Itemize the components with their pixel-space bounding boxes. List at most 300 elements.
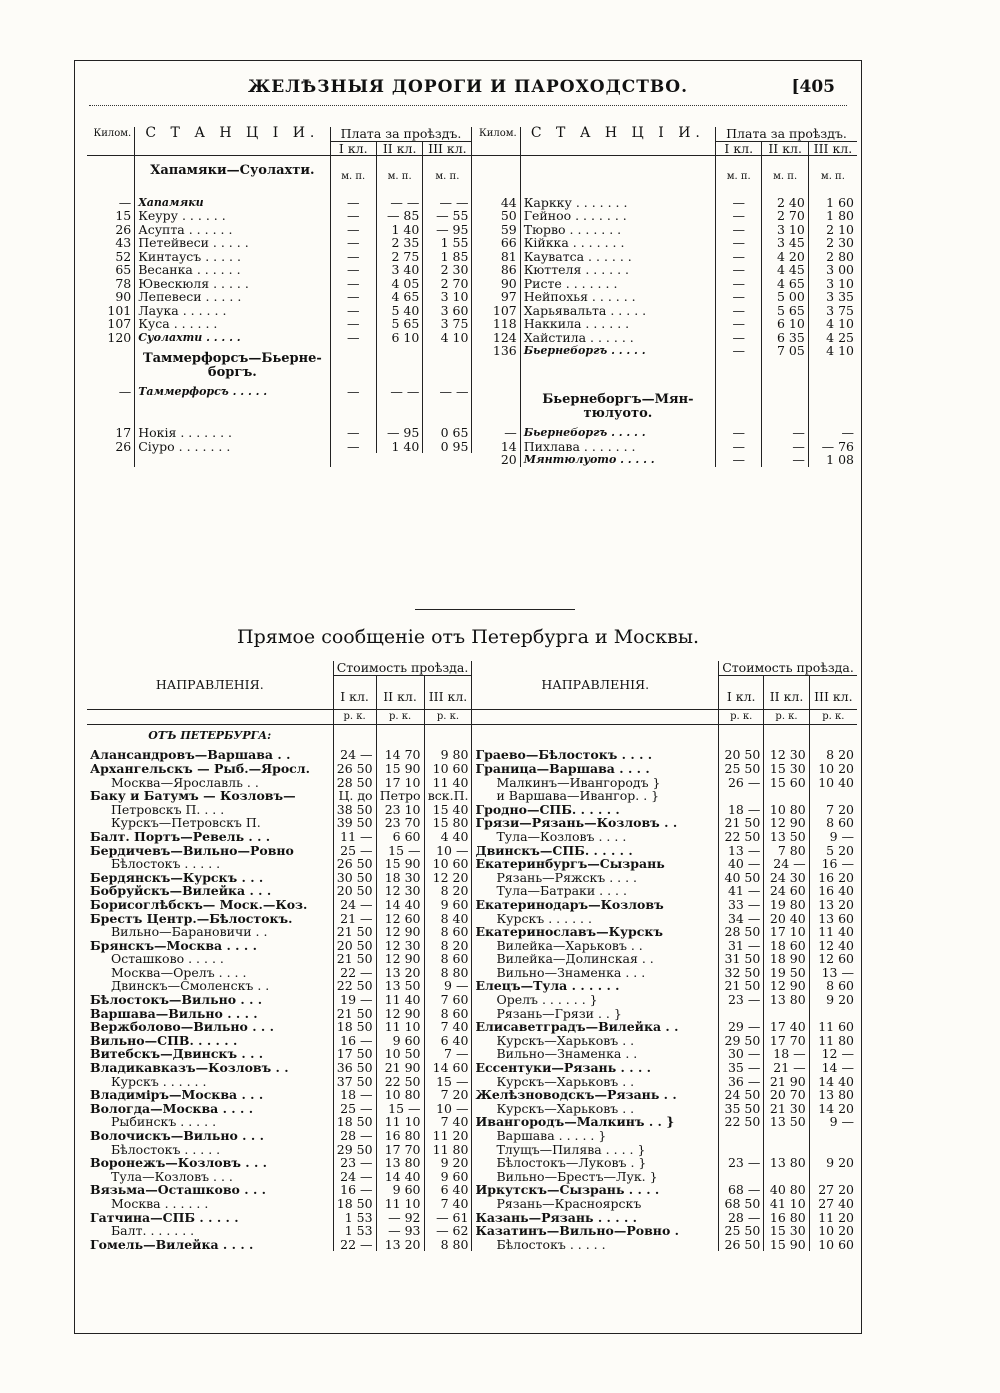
cost-cell: 12 20 (424, 871, 472, 885)
cost-cell: 9 20 (826, 1155, 854, 1171)
direction-cell: Курскъ—Харьковъ . . (472, 1102, 719, 1116)
cost-cell: 23 — (333, 1156, 376, 1170)
cost-cell: 8 60 (424, 952, 472, 966)
cost-cell: 25 50 (719, 1224, 764, 1238)
from-petersburg-heading: ОТЪ ПЕТЕРБУРГА: (87, 724, 333, 748)
table-row (87, 1007, 857, 1021)
cost-cell: 23 — (719, 993, 764, 1007)
cost-cell: 28 50 (719, 925, 764, 939)
table-row (87, 1034, 857, 1048)
fare-cell: — (330, 440, 376, 454)
cost-cell: 29 50 (719, 1034, 764, 1048)
cost-cell: 13 50 (764, 1115, 809, 1129)
fare-cell: — 95 (376, 426, 422, 440)
km-cell (472, 156, 520, 196)
page-header-title: ЖЕЛѢЗНЫЯ ДОРОГИ И ПАРОХОДСТВО. (247, 77, 689, 97)
cost-cell: 28 — (333, 1129, 376, 1143)
cost-cell: 28 50 (333, 776, 376, 790)
cost-cell (809, 1129, 857, 1143)
station-fare-body (87, 156, 857, 467)
direction-cell: Вильно—Знаменка . . . (472, 966, 719, 980)
cost-cell: 22 50 (719, 1115, 764, 1129)
direction-cell: Гродно—СПБ. . . . . . (472, 803, 719, 817)
fare-cell: 4 45 (762, 263, 808, 277)
station-name: Нейпохья . . . . . . (520, 290, 715, 304)
cost-cell (424, 724, 472, 748)
table-row (87, 453, 857, 467)
cost-cell: 27 20 (818, 1182, 854, 1198)
route-heading: Хапамяки—Суолахти. (135, 156, 330, 196)
table-row (87, 912, 857, 926)
cost-cell: 14 40 (376, 898, 424, 912)
cost-cell: 12 60 (376, 912, 424, 926)
fare-cell: 3 45 (762, 236, 808, 250)
cost-cell: 27 40 (818, 1195, 854, 1211)
fare-cell: — (716, 344, 762, 385)
units-cell: м. п. (423, 156, 472, 196)
cost-cell: 9 20 (826, 992, 854, 1008)
cost-cell: 9 20 (424, 1156, 472, 1170)
table-row (87, 1211, 857, 1225)
fare-cell: — (716, 453, 762, 467)
cost-cell (809, 1170, 857, 1184)
km-cell: 124 (472, 331, 520, 345)
fare-cell: 2 70 (423, 277, 472, 291)
cost-cell: 22 — (333, 1238, 376, 1252)
cost-cell: 10 60 (424, 762, 472, 776)
cost-cell: 11 40 (424, 776, 472, 790)
fare-cell: — (716, 263, 762, 277)
table-row (87, 1102, 857, 1116)
fare-cell: — (762, 453, 808, 467)
direction-cell: Витебскъ—Двинскъ . . . (87, 1047, 333, 1061)
direction-cell: Курскъ—Харьковъ . . (472, 1075, 719, 1089)
cost-cell: 9 — (829, 1114, 854, 1130)
cost-cell: 34 — (719, 912, 764, 926)
direction-cell: Вязьма—Осташково . . . (87, 1183, 333, 1197)
cost-cell: 36 — (719, 1075, 764, 1089)
fare-cell: — (330, 263, 376, 277)
cost-cell: 21 50 (333, 925, 376, 939)
table-row (87, 830, 857, 844)
fare-cell: — (330, 426, 376, 440)
fare-cell: — 85 (376, 209, 422, 223)
cost-class-3: III кл. (424, 675, 472, 710)
km-cell: 43 (87, 236, 135, 250)
units-cell: м. п. (762, 156, 808, 196)
cost-cell: 12 90 (764, 816, 809, 830)
cost-cell: 11 80 (424, 1143, 472, 1157)
direction-cell: Курскъ—Петровскъ П. (87, 816, 333, 830)
direction-cell: Желѣзноводскъ—Рязань . . (472, 1088, 719, 1102)
cost-cell: 10 80 (376, 1088, 424, 1102)
direction-cell: Бѣлостокъ . . . . . (472, 1238, 719, 1252)
km-cell: 26 (87, 223, 135, 237)
cost-cell: 13 80 (818, 1087, 854, 1103)
fare-cell: — (762, 426, 808, 440)
table-row (87, 1183, 857, 1197)
km-header: Килом. (87, 127, 135, 156)
cost-cell: 21 50 (333, 952, 376, 966)
fare-cell: 1 60 (826, 194, 854, 210)
cost-cell: 10 40 (818, 774, 854, 790)
cost-cell: 33 — (719, 898, 764, 912)
cost-cell (764, 1170, 809, 1184)
cost-cell: 14 — (821, 1060, 854, 1076)
cost-cell (719, 1129, 764, 1143)
cost-cell: 7 20 (826, 801, 854, 817)
cost-cell: 6 40 (424, 1034, 472, 1048)
cost-cell: 12 — (821, 1046, 854, 1062)
fare-header-right: Плата за проѣздъ. (716, 127, 857, 141)
fare-cell: 6 10 (376, 331, 422, 345)
cost-cell (764, 1007, 809, 1021)
direction-cell: Балт. . . . . . . (87, 1224, 333, 1238)
cost-cell: 12 60 (818, 951, 854, 967)
direction-cell: Екатеринославъ—Курскъ (472, 925, 719, 939)
cost-cell: 18 — (719, 803, 764, 817)
fare-cell: 4 10 (826, 343, 854, 358)
fare-cell: — — (423, 196, 472, 210)
direction-cell: Тула—Козловъ . . . . (472, 830, 719, 844)
units-cell: м. п. (716, 156, 762, 196)
fare-cell: 3 10 (762, 223, 808, 237)
fare-cell: — (716, 223, 762, 237)
direction-cell: Бѣлостокъ . . . . . (87, 857, 333, 871)
cost-cell: 16 40 (818, 883, 854, 899)
cost-cell: 8 60 (826, 978, 854, 994)
fare-cell: — (330, 223, 376, 237)
fare-cell: 1 40 (376, 440, 422, 454)
fare-cell: — (330, 250, 376, 264)
cost-cell: 6 40 (424, 1183, 472, 1197)
stations-header: С Т А Н Ц І И. (135, 127, 330, 156)
units-cell: м. п. (376, 156, 422, 196)
cost-cell (764, 724, 809, 748)
station-name: Весанка . . . . . . (135, 263, 330, 277)
km-cell: 14 (472, 440, 520, 454)
table-row (87, 250, 857, 264)
station-name: Ювескюля . . . . . (135, 277, 330, 291)
cost-cell: 31 50 (719, 952, 764, 966)
fare-cell: 2 10 (826, 221, 854, 237)
fare-cell: 3 75 (423, 317, 472, 331)
direct-service-body (87, 724, 857, 1251)
cost-cell (333, 724, 376, 748)
cost-cell: 68 50 (719, 1197, 764, 1211)
fare-cell: — 76 (821, 438, 854, 454)
cost-cell: 21 90 (376, 1061, 424, 1075)
direction-cell: Тула—Батраки . . . . (472, 884, 719, 898)
page-number: [405 (791, 77, 835, 97)
cost-cell: 25 — (333, 844, 376, 858)
cost-cell: вск.П. (424, 789, 472, 803)
fare-cell (376, 344, 422, 385)
cost-cell: 21 50 (333, 1007, 376, 1021)
cost-cell: 8 80 (424, 966, 472, 980)
direction-cell: Ессентуки—Рязань . . . . (472, 1061, 719, 1075)
fare-cell: 0 65 (423, 426, 472, 440)
running-header (75, 77, 861, 103)
direction-cell: Варшава . . . . . } (472, 1129, 719, 1143)
table-row (87, 1170, 857, 1184)
direction-cell: Вержболово—Вильно . . . (87, 1020, 333, 1034)
cost-cell: 17 70 (764, 1034, 809, 1048)
fare-cell: 1 80 (826, 208, 854, 223)
direction-cell: Рязань—Ряжскъ . . . . (472, 871, 719, 885)
cost-cell: 21 90 (764, 1075, 809, 1089)
table-row (87, 776, 857, 790)
cost-cell: 11 80 (818, 1032, 854, 1048)
km-cell (472, 385, 520, 426)
cost-cell: 17 10 (764, 925, 809, 939)
stations-header-right: С Т А Н Ц І И. (520, 127, 715, 156)
station-name: Хайстила . . . . . . (520, 331, 715, 345)
fare-cell: 5 40 (376, 304, 422, 318)
cost-cell: 41 10 (764, 1197, 809, 1211)
cost-cell: 13 — (821, 964, 854, 980)
route-heading: Таммерфорсъ—Бьерне-боргъ. (135, 344, 330, 385)
station-name: Ристе . . . . . . . (520, 277, 715, 291)
km-cell: 26 (87, 440, 135, 454)
cost-cell: 26 50 (333, 762, 376, 776)
cost-cell (719, 1007, 764, 1021)
cost-cell (719, 1170, 764, 1184)
direction-cell: Орелъ . . . . . . } (472, 993, 719, 1007)
cost-cell: 7 20 (424, 1088, 472, 1102)
km-cell: 65 (87, 263, 135, 277)
km-cell: 97 (472, 290, 520, 304)
cost-cell: 26 50 (719, 1238, 764, 1252)
cost-cell: 17 10 (376, 776, 424, 790)
fare-cell: — (330, 236, 376, 250)
cost-cell: 37 50 (333, 1075, 376, 1089)
cost-cell: 7 60 (424, 993, 472, 1007)
cost-cell (764, 1143, 809, 1157)
table-row (87, 1020, 857, 1034)
class-3-header: III кл. (423, 141, 472, 156)
direction-cell: Елисаветградъ—Вилейка . . (472, 1020, 719, 1034)
cost-cell: — 92 (376, 1211, 424, 1225)
km-cell: 78 (87, 277, 135, 291)
cost-cell (719, 724, 764, 748)
fare-cell: — (330, 290, 376, 304)
cost-class-1: I кл. (333, 675, 376, 710)
fare-cell: — (716, 290, 762, 304)
table-row (87, 1143, 857, 1157)
direction-cell: Москва . . . . . . (87, 1197, 333, 1211)
cost-cell: 16 — (333, 1183, 376, 1197)
station-name: Таммерфорсъ . . . . . (135, 385, 330, 426)
fare-cell: 4 10 (423, 331, 472, 345)
cost-cell: 18 — (333, 1088, 376, 1102)
table-row (87, 803, 857, 817)
fare-cell: — (716, 250, 762, 264)
cost-cell: 18 30 (376, 871, 424, 885)
table-row (87, 898, 857, 912)
direction-cell: Брянскъ—Москва . . . . (87, 939, 333, 953)
cost-cell: 12 90 (376, 952, 424, 966)
cost-cell: 22 — (333, 966, 376, 980)
station-name: Тюрво . . . . . . . (520, 223, 715, 237)
fare-cell: 7 05 (762, 344, 808, 385)
fare-cell: — (716, 304, 762, 318)
direction-cell: Бобруйскъ—Вилейка . . . (87, 884, 333, 898)
direction-cell: Елецъ—Тула . . . . . . (472, 979, 719, 993)
table-row (87, 1129, 857, 1143)
cost-cell: 10 20 (818, 1223, 854, 1239)
cost-cell: 18 60 (764, 939, 809, 953)
direction-cell: Курскъ . . . . . . (87, 1075, 333, 1089)
cost-cell: 24 50 (719, 1088, 764, 1102)
cost-cell: 11 40 (818, 924, 854, 940)
direct-service-table (87, 661, 857, 1251)
km-cell: 59 (472, 223, 520, 237)
cost-cell: 7 — (424, 1047, 472, 1061)
cost-cell: 19 80 (764, 898, 809, 912)
empty-cell (135, 453, 330, 467)
fare-cell: 3 60 (423, 304, 472, 318)
cost-cell: 18 50 (333, 1115, 376, 1129)
fare-header: Плата за проѣздъ. (330, 127, 472, 141)
table-row (87, 925, 857, 939)
cost-cell: 68 — (719, 1183, 764, 1197)
page-frame (74, 60, 862, 1334)
cost-cell: 29 — (719, 1020, 764, 1034)
km-cell: 101 (87, 304, 135, 318)
fare-cell: 2 35 (376, 236, 422, 250)
table-row (87, 277, 857, 291)
direction-cell: Борисоглѣбскъ— Моск.—Коз. (87, 898, 333, 912)
cost-cell: 31 — (719, 939, 764, 953)
units-2: р. к. (376, 710, 424, 725)
fare-cell: 3 10 (423, 290, 472, 304)
cost-cell: 8 60 (424, 1007, 472, 1021)
fare-cell: 5 65 (376, 317, 422, 331)
cost-cell: — 93 (376, 1224, 424, 1238)
table-row (87, 1238, 857, 1252)
empty-cell (87, 453, 135, 467)
km-cell: 15 (87, 209, 135, 223)
cost-cell: 9 60 (376, 1183, 424, 1197)
cost-cell (764, 1129, 809, 1143)
table-row (87, 1197, 857, 1211)
cost-cell: 18 50 (333, 1197, 376, 1211)
class-1-header-right: I кл. (716, 141, 762, 156)
direction-cell: Двинскъ—СПБ. . . . . . (472, 844, 719, 858)
cost-cell: 12 90 (764, 979, 809, 993)
cost-cell: 13 — (719, 844, 764, 858)
km-cell: 90 (472, 277, 520, 291)
station-name: Гейноо . . . . . . . (520, 209, 715, 223)
cost-cell: 9 80 (424, 748, 472, 762)
km-cell: 52 (87, 250, 135, 264)
direction-cell: Вилейка—Харьковъ . . (472, 939, 719, 953)
cost-cell: 16 — (821, 856, 854, 872)
fare-cell: 4 05 (376, 277, 422, 291)
empty-cell (330, 453, 376, 467)
cost-cell: 13 20 (376, 966, 424, 980)
direction-cell: Курскъ . . . . . . (472, 912, 719, 926)
table-row (87, 1156, 857, 1170)
fare-cell: — (330, 331, 376, 345)
fare-cell (423, 344, 472, 385)
cost-cell: 8 80 (424, 1238, 472, 1252)
fare-cell: 1 08 (826, 452, 854, 467)
direction-cell: Москва—Орелъ . . . . (87, 966, 333, 980)
station-name: Бьернеборгъ . . . . . (520, 344, 715, 385)
cost-cell: 24 — (333, 748, 376, 762)
cost-cell: 15 80 (424, 816, 472, 830)
table-row (87, 939, 857, 953)
direction-cell: Екатеринодаръ—Козловъ (472, 898, 719, 912)
units-6: р. к. (809, 710, 857, 725)
cost-cell: 10 60 (424, 857, 472, 871)
fare-cell: — (716, 440, 762, 454)
fare-cell: 2 80 (826, 248, 854, 264)
cost-cell: 15 — (376, 844, 424, 858)
fare-cell: — (330, 317, 376, 331)
cost-cell: 15 60 (764, 776, 809, 790)
cost-cell: 10 60 (818, 1236, 854, 1252)
km-cell: 17 (87, 426, 135, 440)
cost-cell: 21 50 (719, 979, 764, 993)
cost-cell: 12 90 (376, 1007, 424, 1021)
direction-cell: Бердянскъ—Курскъ . . . (87, 871, 333, 885)
fare-cell: — (716, 331, 762, 345)
fare-cell: 1 55 (423, 236, 472, 250)
direction-cell: Рязань—Грязи . . } (472, 1007, 719, 1021)
cost-cell: 23 — (719, 1156, 764, 1170)
table-row (87, 440, 857, 454)
fare-cell: 1 40 (376, 223, 422, 237)
station-name: Кауватса . . . . . . (520, 250, 715, 264)
table-row (87, 871, 857, 885)
fare-cell: 2 30 (826, 235, 854, 250)
cost-cell: 15 30 (764, 762, 809, 776)
direction-cell: Бѣлостокъ—Луковъ . } (472, 1156, 719, 1170)
fare-cell: 6 35 (762, 331, 808, 345)
cost-cell: 19 — (333, 993, 376, 1007)
station-name: Каркку . . . . . . . (520, 196, 715, 210)
direction-cell: Алансандровъ—Варшава . . (87, 748, 333, 762)
cost-header: Стоимость проѣзда. (333, 661, 472, 675)
station-name: Кеуру . . . . . . (135, 209, 330, 223)
fare-cell (762, 385, 808, 426)
table-row (87, 1075, 857, 1089)
cost-cell: Ц. до (333, 789, 376, 803)
direction-cell: Вильно—СПВ. . . . . . (87, 1034, 333, 1048)
table-row (87, 952, 857, 966)
direct-service-title: Прямое сообщеніе отъ Петербурга и Москвы. (237, 626, 699, 648)
km-cell: 118 (472, 317, 520, 331)
station-name: Пихлава . . . . . . . (520, 440, 715, 454)
cost-cell: 18 — (764, 1047, 809, 1061)
km-header-right: Килом. (472, 127, 520, 156)
cost-cell: 41 — (719, 884, 764, 898)
km-cell: 120 (87, 331, 135, 345)
cost-cell: 10 20 (818, 760, 854, 776)
cost-cell: 20 70 (764, 1088, 809, 1102)
direction-cell: Курскъ—Харьковъ . . (472, 1034, 719, 1048)
fare-cell: — (330, 277, 376, 291)
cost-cell: 20 50 (719, 748, 764, 762)
cost-cell: 15 90 (376, 762, 424, 776)
cost-cell (719, 789, 764, 803)
units-3: р. к. (424, 710, 472, 725)
cost-cell: 24 — (333, 898, 376, 912)
cost-class-1-right: I кл. (719, 675, 764, 710)
